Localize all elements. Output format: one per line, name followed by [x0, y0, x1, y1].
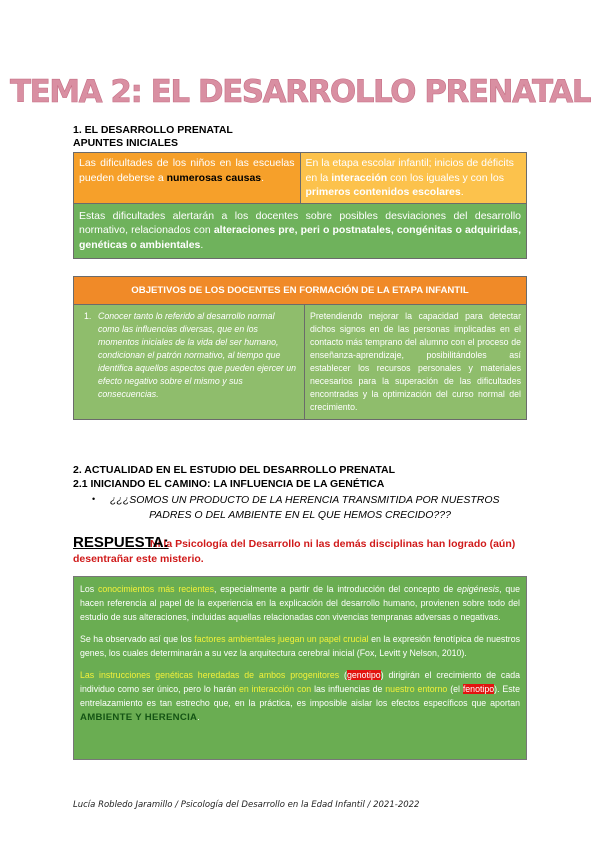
question-line-2: PADRES O DEL AMBIENTE EN EL QUE HEMOS CRECIDO??? — [149, 509, 451, 521]
respuesta-text: Ni la Psicología del Desarrollo ni las demás disciplinas han logrado (aún) desentrañar este misterio. — [73, 538, 516, 565]
objectives-header: OBJETIVOS DE LOS DOCENTES EN FORMACIÓN DE LA ETAPA INFANTIL — [74, 277, 527, 305]
box-paragraph-1: Los conocimientos más recientes, especialmente a partir de la introducción del concepto de epigénesis, que hacen referencia al papel de la experiencia en la explicación del desarrollo humano, provienen sobre todo del estudio de sus alteraciones, incluidas aquellas relacionadas con vivencias tempranas adversas o negativas. — [80, 584, 520, 622]
objective-right-cell: Pretendiendo mejorar la capacidad para detectar dichos signos en de las personas implicadas en el contacto más temprano del alumno con el proceso de enseñanza-aprendizaje, posibilitándoles así establecer los recursos personales y materiales necesarios para la superación de las dificultades encontradas y la optimización del curso normal del crecimiento. — [305, 305, 527, 420]
intro-table — [73, 152, 527, 259]
objectives-table — [73, 276, 527, 420]
section-subheading: APUNTES INICIALES — [73, 137, 179, 149]
box-paragraph-3: Las instrucciones genéticas heredadas de ambos progenitores (genotipo) dirigirán el crecimiento de cada individuo como ser único, pero lo harán en interacción con las influencias de nuestro entorno (el fenotipo). Este entrelazamiento es tan estrecho que, en la práctica, es imposible aislar los efectos específicos que aportan AMBIENTE Y HERENCIA. — [80, 670, 520, 723]
question-line-1: ¿¿¿SOMOS UN PRODUCTO DE LA HERENCIA TRANSMITIDA POR NUESTROS — [110, 494, 500, 506]
genetics-box — [73, 576, 527, 760]
section-subheading-2: 2.1 INICIANDO EL CAMINO: LA INFLUENCIA DE LA GENÉTICA — [73, 478, 385, 490]
respuesta-label: RESPUESTA: — [73, 534, 169, 551]
box-paragraph-2: Se ha observado así que los factores ambientales juegan un papel crucial en la expresión fenotípica de nuestros genes, los cuales determinarán a su vez la arquitectura cerebral inicial (Fox, Levitt y Nelson, 2010). — [80, 634, 520, 658]
alerts-cell: Estas dificultades alertarán a los docentes sobre posibles desviaciones del desarrollo normativo, relacionados con alteraciones pre, peri o postnatales, congénitas o adquiridas, genéticas o ambientales. — [74, 203, 527, 259]
section-heading: 1. EL DESARROLLO PRENATAL — [73, 124, 233, 136]
page-footer: Lucía Robledo Jaramillo / Psicología del Desarrollo en la Edad Infantil / 2021-2022 — [73, 800, 420, 810]
bullet-icon: • — [92, 494, 96, 504]
section-heading-2: 2. ACTUALIDAD EN EL ESTUDIO DEL DESARROLLO PRENATAL — [73, 464, 396, 476]
deficits-cell: En la etapa escolar infantil; inicios de déficits en la interacción con los iguales y con los primeros contenidos escolares. — [300, 153, 527, 204]
objective-left-cell: 1. Conocer tanto lo referido al desarrollo normal como las influencias diversas, que en los momentos iniciales de la vida del ser humano, condicionan el patrón normativo, al tiempo que identifica aquellos aspectos que pueden ejercer un efecto negativo sobre el mismo y sus consecuencias. — [74, 305, 305, 420]
page-title: TEMA 2: EL DESARROLLO PRENATAL — [9, 74, 591, 110]
causes-cell: Las dificultades de los niños en las escuelas pueden deberse a numerosas causas. — [74, 153, 301, 204]
